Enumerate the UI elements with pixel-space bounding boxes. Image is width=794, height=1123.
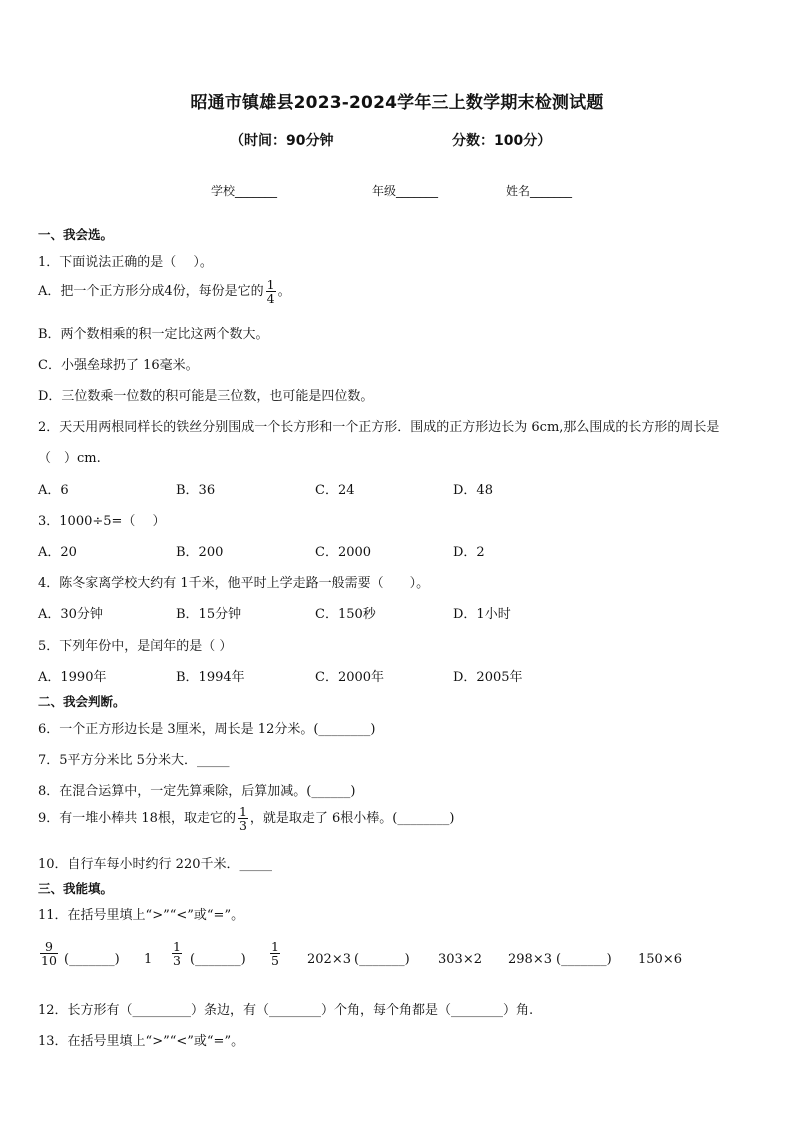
question-1-option-c: C．小强垒球扔了 16毫米。: [38, 358, 199, 373]
answer-blank-3[interactable]: (_______): [354, 952, 410, 967]
section-2-title: 二、我会判断。: [38, 694, 126, 709]
question-7: 7．5平方分米比 5分米大．_____: [38, 753, 230, 768]
fraction-one-third: $\frac{1}{3}$: [238, 804, 247, 834]
question-3-option-b: B．200: [176, 545, 224, 560]
question-1-option-d: D．三位数乘一位数的积可能是三位数，也可能是四位数。: [38, 389, 374, 404]
question-8: 8．在混合运算中，一定先算乘除，后算加减。(______): [38, 784, 356, 799]
exam-title: 昭通市镇雄县2023-2024学年三上数学期末检测试题: [190, 93, 604, 113]
question-5-option-b: B．1994年: [176, 670, 245, 685]
fraction-nine-tenths: $\frac{9}{10}$: [41, 939, 57, 969]
question-2-option-a: A．6: [38, 483, 69, 498]
question-6: 6．一个正方形边长是 3厘米，周长是 12分米。(________): [38, 722, 376, 737]
question-4-option-c: C．150秒: [315, 607, 376, 622]
question-4-option-a: A．30分钟: [38, 607, 103, 622]
question-3-stem: 3．1000÷5=（ ）: [38, 514, 166, 529]
question-3-option-c: C．2000: [315, 545, 372, 560]
question-5-option-a: A．1990年: [38, 670, 107, 685]
question-11-stem: 11．在括号里填上“>”“<”或“=”。: [38, 908, 245, 923]
exam-subtitle: [230, 130, 552, 150]
answer-blank-1[interactable]: (_______): [64, 952, 120, 967]
question-12: 12．长方形有（_________）条边，有（________）个角，每个角都是（________）角.: [38, 1003, 534, 1018]
question-3-option-d: D．2: [453, 545, 485, 560]
name-field[interactable]: 姓名_______: [506, 184, 573, 198]
question-4-stem: 4．陈冬家离学校大约有 1千米，他平时上学走路一般需要（ ）。: [38, 576, 430, 591]
answer-blank-4[interactable]: (_______): [556, 952, 612, 967]
fraction-one-quarter: $\frac{1}{4}$: [266, 277, 275, 307]
total-score: 分数：100分）: [452, 133, 552, 149]
school-field[interactable]: 学校_______: [211, 184, 278, 198]
question-2-stem-cont: （ ）cm.: [38, 451, 101, 466]
question-3-option-a: A．20: [38, 545, 77, 560]
question-2-option-d: D．48: [453, 483, 493, 498]
exam-page: 昭通市镇雄县2023-2024学年三上数学期末检测试题 （时间：90分钟 分数：100分） 学校_______ 年级_______ 姓名_______ 一、我会选。 1．下面说法正确的是（ ）。 A．把一个正方形分成4份，每份是它的 $\frac{1}{4}$ 。 B．两个数相乘的积一定比这两个数大。 C．小强垒球扔了 16毫米。 D．三位数乘一位数的积可能是三位数，也可能是四位数。 2．天天用两根同样长的铁丝分别围成一个长方形和一个正方形．围成的正方形边长为 6cm,那么围成的长方形的周长是 （ ）cm. A．6 B．36 C．24 D．48 3．1000÷5=（ ） A．20 B．200 C．2000 D．2 4．陈冬家离学校大约有 1千米，他平时上学走路一般需要（ ）。 A．30分钟 B．15分钟 C．150秒 D．1小时 5．下列年份中，是闰年的是（ ） A．1990年 B．1994年 C．2000年 D．2005年 二、我会判断。 6．一个正方形边长是 3厘米，周长是 12分米。(________) 7．5平方分米比 5分米大．_____ 8．在混合运算中，一定先算乘除，后算加减。(______) 9．有一堆小棒共 18根，取走它的 $\frac{1}{3}$ ，就是取走了 6根小棒。(________) 10．自行车每小时约行 220千米．_____ 三、我能填。 11．在括号里填上“>”“<”或“=”。 $\frac{9}{10}$ (_______) 1 $\frac{1}{3}$ (_______) $\frac{1}{5}$ 202×3 (_______) 303×2 298×3 (_______) 150×6 12．长方形有（_________）条边，有（________）个角，每个角都是（________）角. 13．在括号里填上“>”“<”或“=”。: [0, 0, 794, 1123]
section-3-title: 三、我能填。: [38, 881, 114, 896]
question-10: 10．自行车每小时约行 220千米．_____: [38, 857, 272, 872]
question-9: 9．有一堆小棒共 18根，取走它的 $\frac{1}{3}$ ，就是取走了 6根小棒。(________): [38, 804, 455, 834]
answer-blank-2[interactable]: (_______): [190, 952, 246, 967]
question-5-stem: 5．下列年份中，是闰年的是（ ）: [38, 639, 233, 654]
question-2-option-b: B．36: [176, 483, 216, 498]
question-5-option-c: C．2000年: [315, 670, 385, 685]
question-4-option-b: B．15分钟: [176, 607, 242, 622]
section-1-title: 一、我会选。: [38, 227, 114, 242]
question-1-stem: 1．下面说法正确的是（ ）。: [38, 255, 213, 270]
fraction-one-fifth: $\frac{1}{5}$: [271, 939, 279, 969]
fraction-one-third-b: $\frac{1}{3}$: [173, 939, 181, 969]
time-limit: （时间：90分钟: [230, 133, 334, 149]
question-1-option-b: B．两个数相乘的积一定比这两个数大。: [38, 327, 269, 342]
question-13-stem: 13．在括号里填上“>”“<”或“=”。: [38, 1034, 245, 1049]
question-4-option-d: D．1小时: [453, 607, 511, 622]
question-5-option-d: D．2005年: [453, 670, 523, 685]
question-2-stem: 2．天天用两根同样长的铁丝分别围成一个长方形和一个正方形．围成的正方形边长为 6cm,那么围成的长方形的周长是: [38, 420, 720, 435]
question-1-option-a: A．把一个正方形分成4份，每份是它的 $\frac{1}{4}$ 。: [38, 277, 291, 307]
grade-field[interactable]: 年级_______: [372, 184, 439, 198]
question-2-option-c: C．24: [315, 483, 355, 498]
